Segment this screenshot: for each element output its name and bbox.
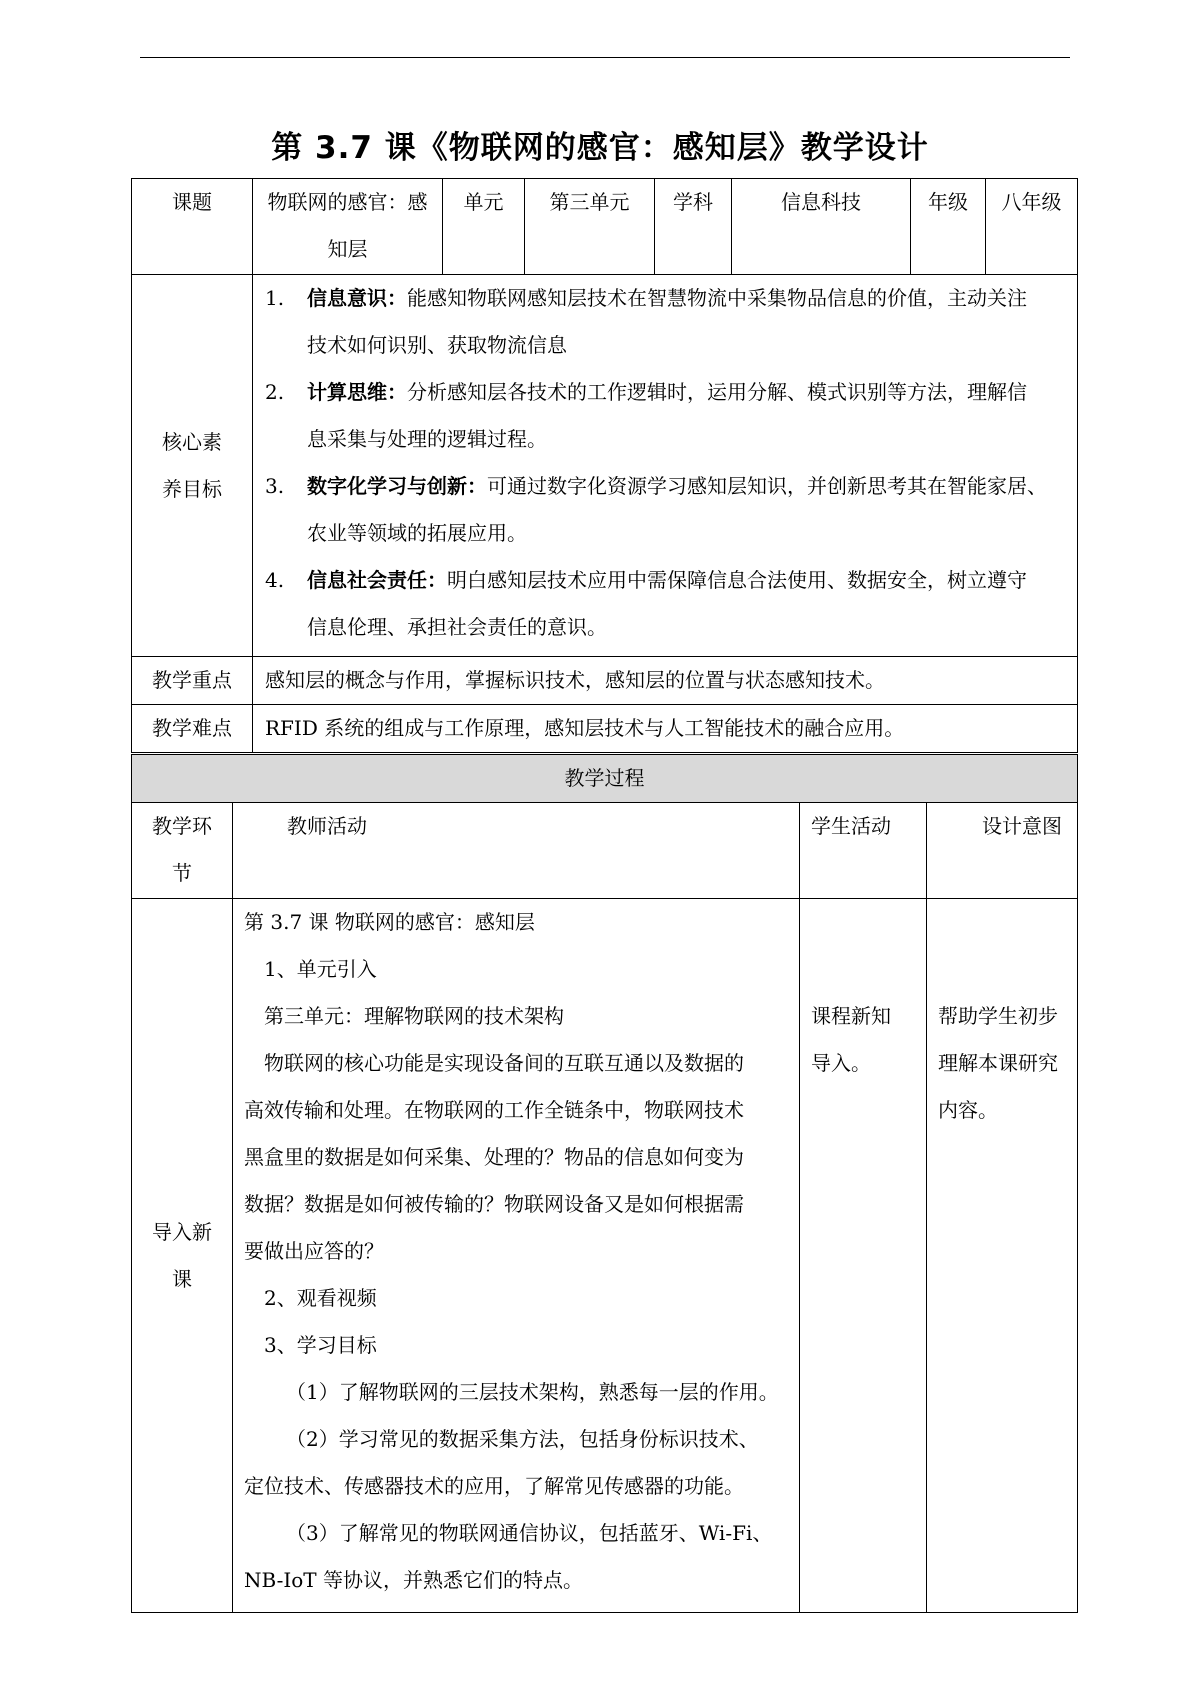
stage-line2: 课 <box>172 1266 192 1291</box>
subject-label: 学科 <box>655 179 732 275</box>
teacher-line: 物联网的核心功能是实现设备间的互联互通以及数据的 <box>264 1051 744 1075</box>
objective-text-cont: 技术如何识别、获取物流信息 <box>307 333 567 357</box>
column-teacher: 教师活动 <box>233 803 800 899</box>
teacher-line: （2）学习常见的数据采集方法，包括身份标识技术、 <box>286 1427 759 1451</box>
teacher-line: （1）了解物联网的三层技术架构，熟悉每一层的作用。 <box>286 1380 779 1404</box>
subject-value: 信息科技 <box>732 179 911 275</box>
stage-line1: 导入新 <box>152 1219 212 1244</box>
objective-title: 信息意识： <box>307 286 407 310</box>
topic-value-line2: 知层 <box>327 237 368 261</box>
design-line3: 内容。 <box>938 1098 998 1122</box>
objective-text: 明白感知层技术应用中需保障信息合法使用、数据安全，树立遵守 <box>447 568 1027 592</box>
topic-value <box>253 179 443 275</box>
teacher-line: 定位技术、传感器技术的应用，了解常见传感器的功能。 <box>244 1474 744 1498</box>
objective-text-cont: 息采集与处理的逻辑过程。 <box>307 427 547 451</box>
document-title: 第 3.7 课《物联网的感官：感知层》教学设计 <box>271 130 929 166</box>
header-rule <box>140 57 1070 58</box>
core-label-line2: 养目标 <box>162 476 222 501</box>
objective-item <box>253 275 1077 369</box>
core-literacy-objectives <box>253 275 1078 657</box>
objective-title: 计算思维： <box>307 380 407 404</box>
core-label-line1: 核心素 <box>162 429 222 454</box>
teacher-line: NB-IoT 等协议，并熟悉它们的特点。 <box>244 1568 583 1592</box>
design-line2: 理解本课研究 <box>938 1051 1058 1075</box>
objective-text: 可通过数字化资源学习感知层知识，并创新思考其在智能家居、 <box>487 474 1047 498</box>
student-line2: 导入。 <box>811 1051 871 1075</box>
objective-text-cont: 信息伦理、承担社会责任的意识。 <box>307 615 607 639</box>
objective-number: 3. <box>265 474 285 498</box>
student-line1: 课程新知 <box>811 1004 891 1028</box>
grade-value: 八年级 <box>986 179 1078 275</box>
objective-number: 1. <box>265 286 285 310</box>
column-stage-line2: 节 <box>172 861 192 885</box>
teacher-line: 第三单元：理解物联网的技术架构 <box>264 1004 564 1028</box>
column-student: 学生活动 <box>800 803 927 899</box>
teacher-line: 高效传输和处理。在物联网的工作全链条中，物联网技术 <box>244 1098 744 1122</box>
teaching-process-table <box>131 754 1078 1613</box>
key-point-label: 教学重点 <box>132 657 253 705</box>
stage-intro <box>132 899 233 1613</box>
column-stage <box>132 803 233 899</box>
objective-number: 4. <box>265 568 285 592</box>
objective-text: 分析感知层各技术的工作逻辑时，运用分解、模式识别等方法，理解信 <box>407 380 1027 404</box>
unit-value: 第三单元 <box>525 179 655 275</box>
column-stage-line1: 教学环 <box>152 814 212 838</box>
objective-text: 能感知物联网感知层技术在智慧物流中采集物品信息的价值，主动关注 <box>407 286 1027 310</box>
difficulty-text: RFID 系统的组成与工作原理，感知层技术与人工智能技术的融合应用。 <box>253 705 1078 753</box>
design-line1: 帮助学生初步 <box>938 1004 1058 1028</box>
objective-item <box>253 463 1077 557</box>
objective-item <box>253 557 1077 651</box>
objective-number: 2. <box>265 380 285 404</box>
teacher-line: 2、观看视频 <box>264 1286 377 1310</box>
teacher-line: 黑盒里的数据是如何采集、处理的？物品的信息如何变为 <box>244 1145 744 1169</box>
objective-item <box>253 369 1077 463</box>
process-header: 教学过程 <box>132 755 1078 803</box>
topic-value-line1: 物联网的感官：感 <box>267 190 428 214</box>
student-activity <box>800 899 927 1613</box>
column-design: 设计意图 <box>927 803 1078 899</box>
design-intent <box>927 899 1078 1613</box>
key-point-text: 感知层的概念与作用，掌握标识技术，感知层的位置与状态感知技术。 <box>253 657 1078 705</box>
teacher-line: 第 3.7 课 物联网的感官：感知层 <box>244 910 535 934</box>
objective-text-cont: 农业等领域的拓展应用。 <box>307 521 527 545</box>
teacher-line: 要做出应答的？ <box>244 1239 384 1263</box>
topic-label: 课题 <box>132 179 253 275</box>
grade-label: 年级 <box>911 179 986 275</box>
teacher-line: （3）了解常见的物联网通信协议，包括蓝牙、Wi-Fi、 <box>286 1521 773 1545</box>
objective-title: 数字化学习与创新： <box>307 474 487 498</box>
teacher-line: 数据？数据是如何被传输的？物联网设备又是如何根据需 <box>244 1192 744 1216</box>
teacher-line: 3、学习目标 <box>264 1333 377 1357</box>
core-literacy-label <box>132 275 253 657</box>
teacher-line: 1、单元引入 <box>264 957 377 981</box>
teacher-activity <box>233 899 800 1613</box>
unit-label: 单元 <box>443 179 525 275</box>
lesson-info-table <box>131 178 1078 753</box>
difficulty-label: 教学难点 <box>132 705 253 753</box>
objective-title: 信息社会责任： <box>307 568 447 592</box>
